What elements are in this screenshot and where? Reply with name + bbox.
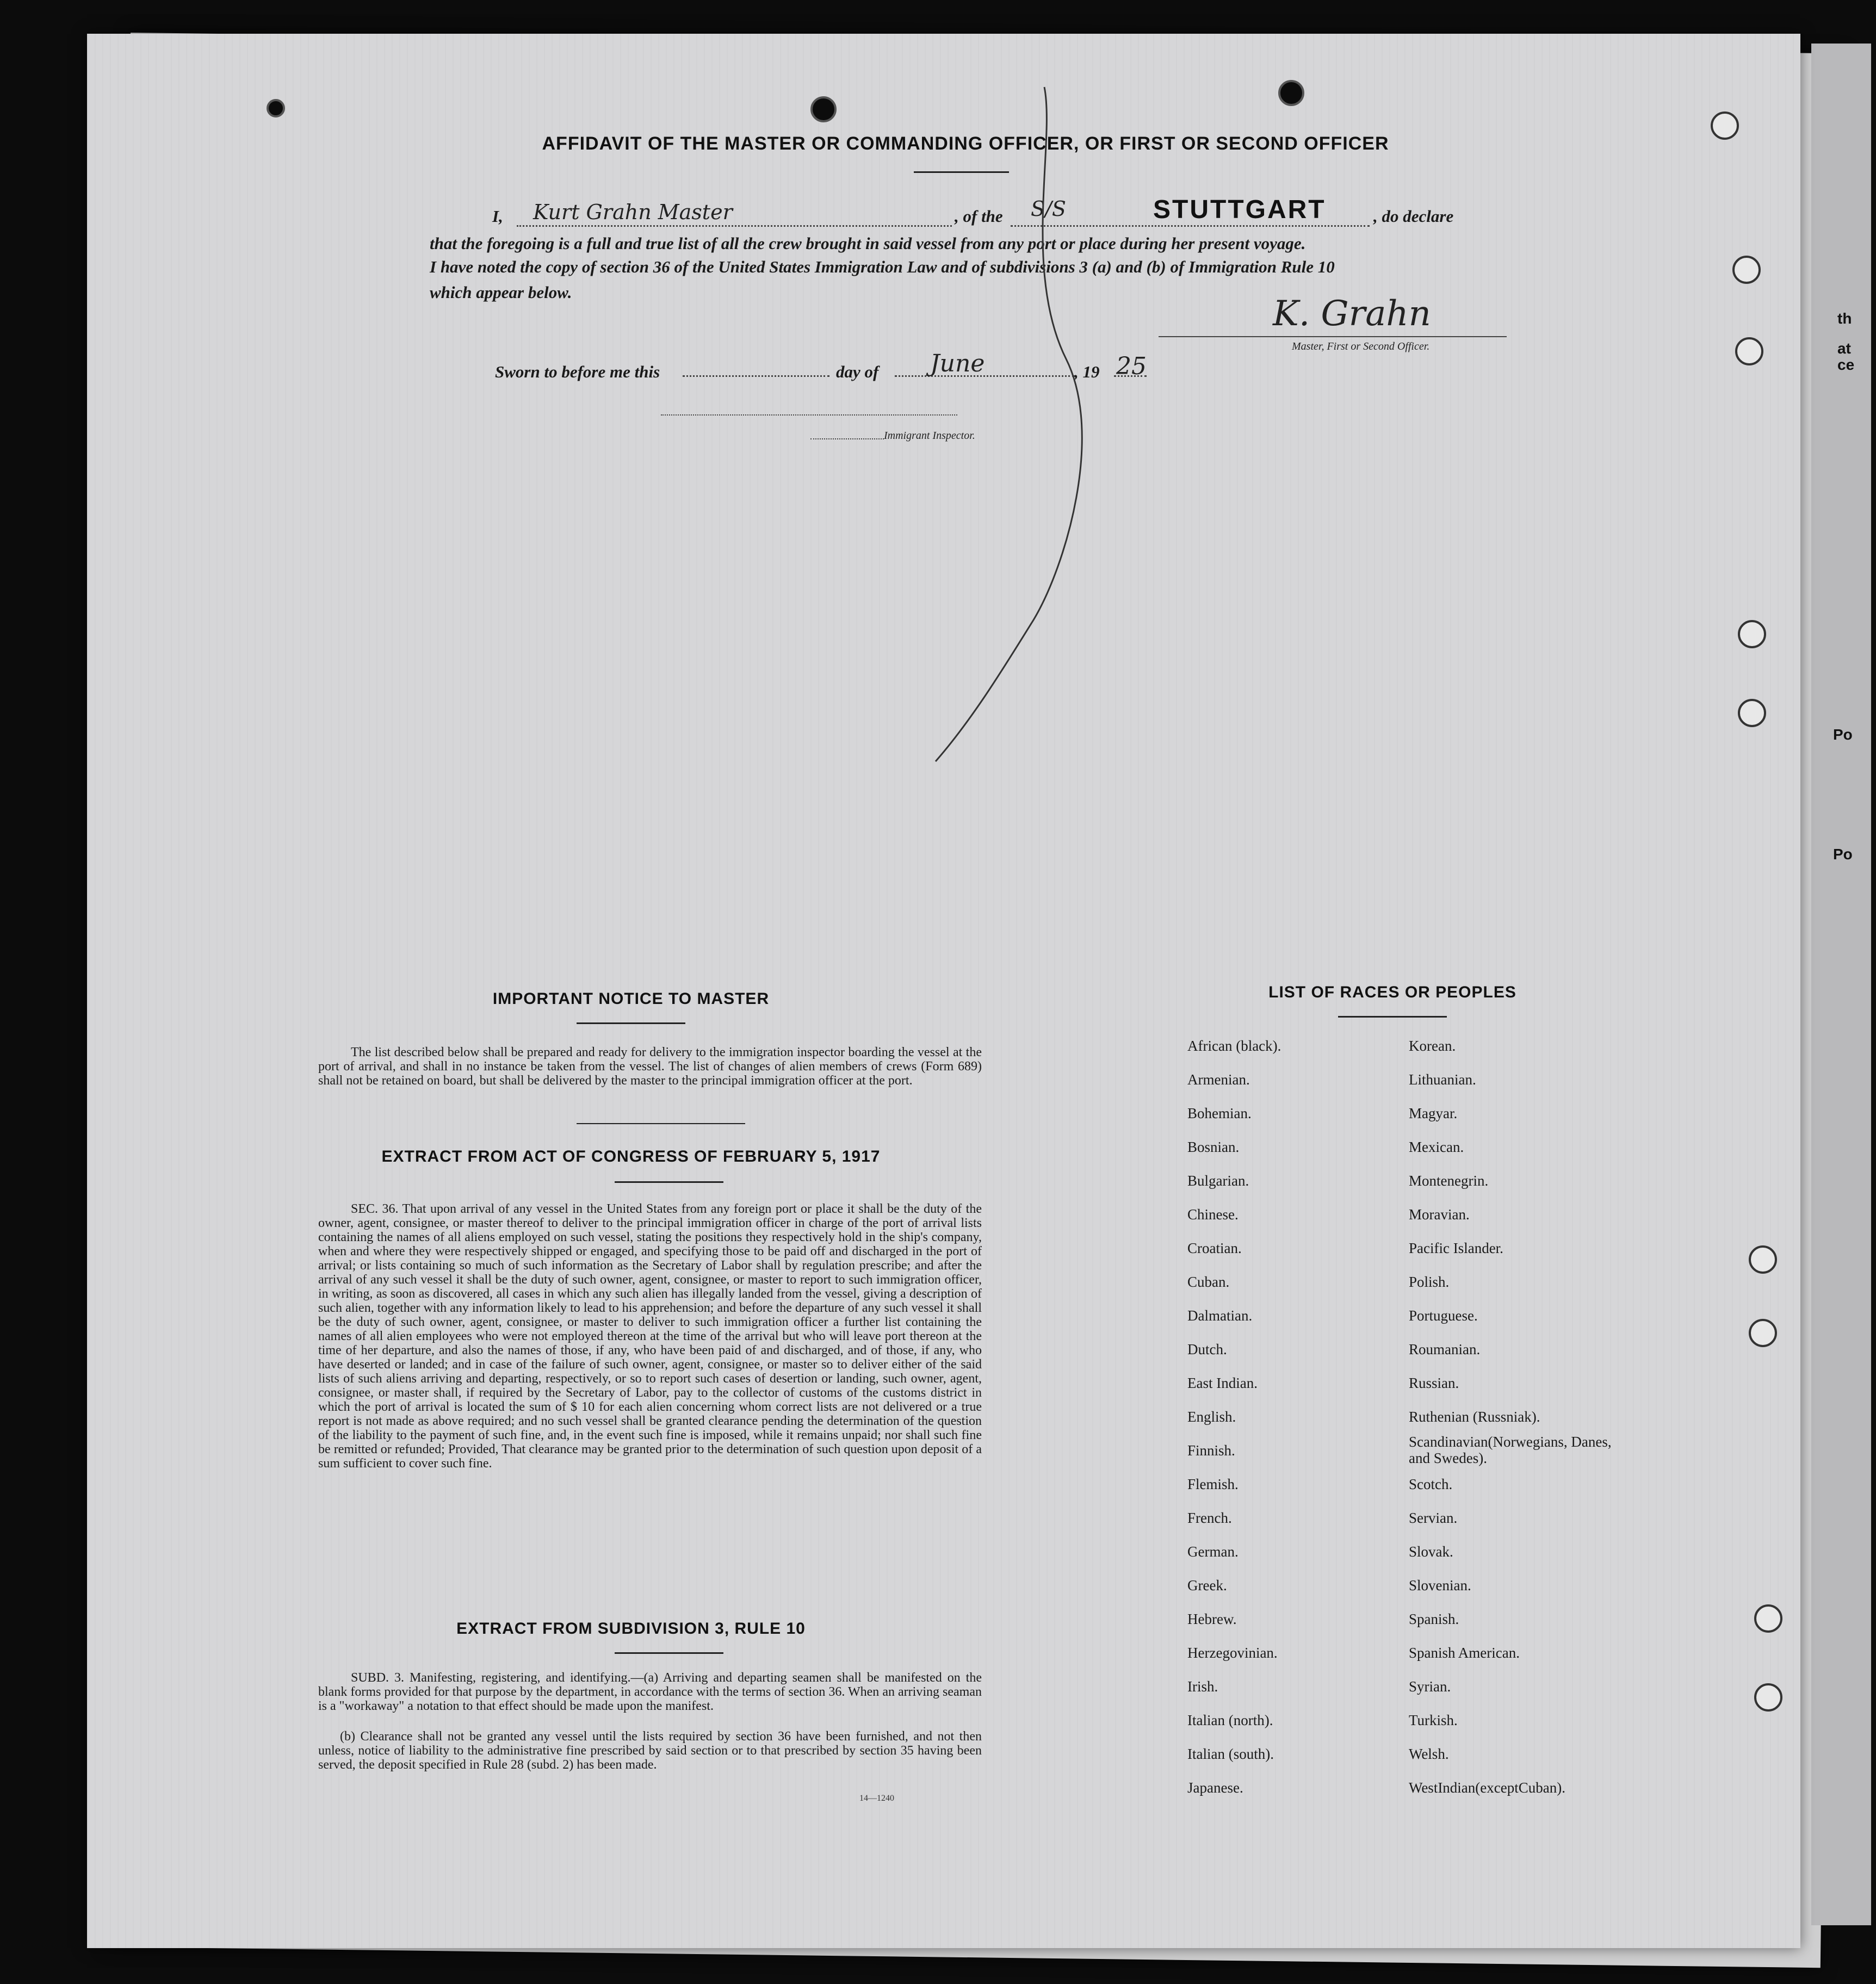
inspector-caption-leader: [810, 438, 884, 439]
binder-hole: [1735, 337, 1763, 365]
signature-caption: Master, First or Second Officer.: [1292, 340, 1430, 352]
race-item: Polish.: [1409, 1274, 1450, 1290]
race-item: English.: [1187, 1409, 1236, 1425]
day-line: [683, 375, 829, 377]
master-signature: K. Grahn: [1273, 294, 1431, 334]
race-item: Syrian.: [1409, 1678, 1451, 1695]
affidavit-line2: that the foregoing is a full and true list of all the crew brought in said vessel from any port or place during her present voyage.: [430, 234, 1306, 253]
punch-hole: [267, 99, 285, 117]
edge-fragment: th: [1837, 310, 1852, 327]
binder-hole: [1732, 256, 1761, 284]
year-value: 25: [1116, 352, 1147, 380]
notice-underline: [577, 1022, 685, 1024]
race-item: Turkish.: [1409, 1712, 1458, 1728]
do-declare-label: , do declare: [1373, 207, 1454, 226]
punch-hole: [810, 96, 837, 122]
act-title: EXTRACT FROM ACT OF CONGRESS OF FEBRUARY 5, 1917: [381, 1148, 881, 1165]
race-item: German.: [1187, 1543, 1239, 1560]
race-item: Slovak.: [1409, 1543, 1453, 1560]
race-item: Flemish.: [1187, 1476, 1239, 1492]
binder-hole: [1754, 1604, 1782, 1633]
race-item: Spanish.: [1409, 1611, 1459, 1627]
race-item: Japanese.: [1187, 1780, 1243, 1796]
day-of-label: day of: [836, 362, 879, 381]
race-item: Dalmatian.: [1187, 1307, 1253, 1324]
vessel-prefix: S/S: [1031, 197, 1066, 221]
act-underline: [615, 1181, 723, 1183]
rule-body-a: SUBD. 3. Manifesting, registering, and identifying.—(a) Arriving and departing seamen shall be manifested on the blank forms provided for that purpose by the department, in accordance with the terms of section 36. When an arriving seaman is a "workaway" a notation to that effect should be made upon the manifest.: [318, 1671, 982, 1713]
race-item: Dutch.: [1187, 1341, 1227, 1357]
race-item: Spanish American.: [1409, 1645, 1520, 1661]
race-item: Magyar.: [1409, 1105, 1458, 1121]
sworn-label: Sworn to before me this: [495, 362, 660, 381]
act-body: SEC. 36. That upon arrival of any vessel in the United States from any foreign port or place it shall be the duty of the owner, agent, consignee, or master thereof to deliver to the principal immigration officer in charge of the port of arrival lists containing the names of all aliens employed on such vessel, stating the positions they respectively hold in the ship's company, when and where they were respectively shipped or engaged, and specifying those to be paid off and discharged in the port of arrival; or lists containing so much of such information as the Secretary of Labor shall by regulation prescribe; and after the arrival of any such vessel it shall be the duty of such owner, agent, consignee, or master to report to such immigration officer, in writing, as soon as discovered, all cases in which any such alien has illegally landed from the vessel, giving a description of such alien, together with any information likely to lead to his apprehension; and before the departure of any such vessel it shall be the duty of such owner, agent, consignee, or master to deliver to such immigration officer a further list containing the names of all alien employees who were not employed thereon at the time of the arrival but who will leave port thereon at the time of her departure, and also the names of those, if any, who have been paid of and discharged, and of those, if any, who have deserted or landed; and in case of the failure of such owner, agent, consignee, or master so to deliver either of the said lists of such aliens arriving and departing, respectively, or so to report such cases of desertion or landing, such owner, agent, consignee, or master shall, if required by the Secretary of Labor, pay to the collector of customs of the customs district in which the port of arrival is located the sum of $ 10 for each alien concerning whom correct lists are not delivered or a true report is not made as above required; and no such vessel shall be granted clearance pending the determination of the question of the liability to the payment of such fine, and, in the event such fine is imposed, while it remains unpaid; nor shall such fine be remitted or refunded; Provided, That clearance may be granted prior to the determination of such question upon deposit of a sum sufficient to cover such fine.: [318, 1202, 982, 1471]
race-item: Roumanian.: [1409, 1341, 1481, 1357]
rule-title: EXTRACT FROM SUBDIVISION 3, RULE 10: [456, 1620, 806, 1638]
race-item: Korean.: [1409, 1038, 1456, 1054]
form-number: 14—1240: [859, 1794, 894, 1803]
race-item: Irish.: [1187, 1678, 1218, 1695]
inspector-caption: Immigrant Inspector.: [884, 430, 975, 442]
of-the-label: , of the: [955, 207, 1003, 226]
binder-hole: [1738, 620, 1766, 648]
race-item: Cuban.: [1187, 1274, 1230, 1290]
race-item: Servian.: [1409, 1510, 1458, 1526]
rule-body-b: (b) Clearance shall not be granted any vessel until the lists required by section 36 have been furnished, and not then unless, notice of liability to the administrative fine prescribed by said section or to that prescribed by section 35 having been served, the deposit specified in Rule 28 (subd. 2) has been made.: [318, 1729, 982, 1772]
vessel-name: STUTTGART: [1153, 195, 1326, 224]
race-item: Slovenian.: [1409, 1577, 1471, 1594]
race-item: Armenian.: [1187, 1071, 1250, 1088]
race-item: Hebrew.: [1187, 1611, 1237, 1627]
race-item: Scotch.: [1409, 1476, 1453, 1492]
master-name-line: [517, 225, 952, 227]
race-item: Herzegovinian.: [1187, 1645, 1278, 1661]
notice-title: IMPORTANT NOTICE TO MASTER: [492, 990, 770, 1008]
binder-hole: [1711, 111, 1739, 140]
affidavit-line3: I have noted the copy of section 36 of the United States Immigration Law and of subdivisions 3 (a) and (b) of Immigration Rule 10: [430, 257, 1335, 276]
edge-fragment: at: [1837, 340, 1851, 357]
edge-fragment: ce: [1837, 356, 1855, 373]
notice-body: The list described below shall be prepared and ready for delivery to the immigration inspector boarding the vessel at the port of arrival, and shall in no instance be taken from the vessel. The list of changes of alien members of crews (Form 689) shall not be retained on board, but shall be delivered by the master to the principal immigration officer at the port.: [318, 1045, 982, 1088]
race-item: Montenegrin.: [1409, 1173, 1489, 1189]
edge-fragment: Po: [1833, 846, 1853, 863]
race-item: Greek.: [1187, 1577, 1227, 1594]
race-item: Bulgarian.: [1187, 1173, 1249, 1189]
race-item: Italian (south).: [1187, 1746, 1274, 1762]
race-item: Moravian.: [1409, 1206, 1470, 1223]
race-item: Welsh.: [1409, 1746, 1449, 1762]
race-item: Bohemian.: [1187, 1105, 1252, 1121]
binder-hole: [1749, 1319, 1777, 1347]
race-item: French.: [1187, 1510, 1232, 1526]
race-item: Italian (north).: [1187, 1712, 1273, 1728]
section-divider: [577, 1123, 745, 1124]
year-prefix: , 19: [1074, 362, 1100, 381]
race-item: WestIndian(exceptCuban).: [1409, 1780, 1565, 1796]
race-item: Croatian.: [1187, 1240, 1242, 1256]
race-item: African (black).: [1187, 1038, 1281, 1054]
race-item: Finnish.: [1187, 1442, 1235, 1459]
binder-hole: [1754, 1683, 1782, 1712]
month-value: June: [930, 350, 985, 377]
race-item: Bosnian.: [1187, 1139, 1240, 1155]
races-title: LIST OF RACES OR PEOPLES: [1268, 983, 1516, 1001]
race-item: Scandinavian(Norwegians, Danes, and Swedes).: [1409, 1434, 1612, 1466]
affidavit-line4: which appear below.: [430, 283, 572, 302]
binder-hole: [1749, 1245, 1777, 1274]
pen-stroke: [925, 76, 1305, 783]
race-item: Pacific Islander.: [1409, 1240, 1503, 1256]
race-item: Chinese.: [1187, 1206, 1239, 1223]
race-item: East Indian.: [1187, 1375, 1258, 1391]
inspector-line: [661, 414, 957, 416]
affidavit-i: I,: [492, 207, 503, 226]
race-item: Mexican.: [1409, 1139, 1464, 1155]
races-underline: [1338, 1016, 1447, 1018]
race-item: Ruthenian (Russniak).: [1409, 1409, 1540, 1425]
edge-fragment: Po: [1833, 726, 1853, 743]
binder-hole: [1738, 699, 1766, 727]
affidavit-title: AFFIDAVIT OF THE MASTER OR COMMANDING OFFICER, OR FIRST OR SECOND OFFICER: [542, 133, 1389, 154]
race-item: Russian.: [1409, 1375, 1459, 1391]
race-item: Lithuanian.: [1409, 1071, 1476, 1088]
rule-underline: [615, 1652, 723, 1654]
master-name: Kurt Grahn Master: [533, 200, 733, 224]
race-item: Portuguese.: [1409, 1307, 1478, 1324]
